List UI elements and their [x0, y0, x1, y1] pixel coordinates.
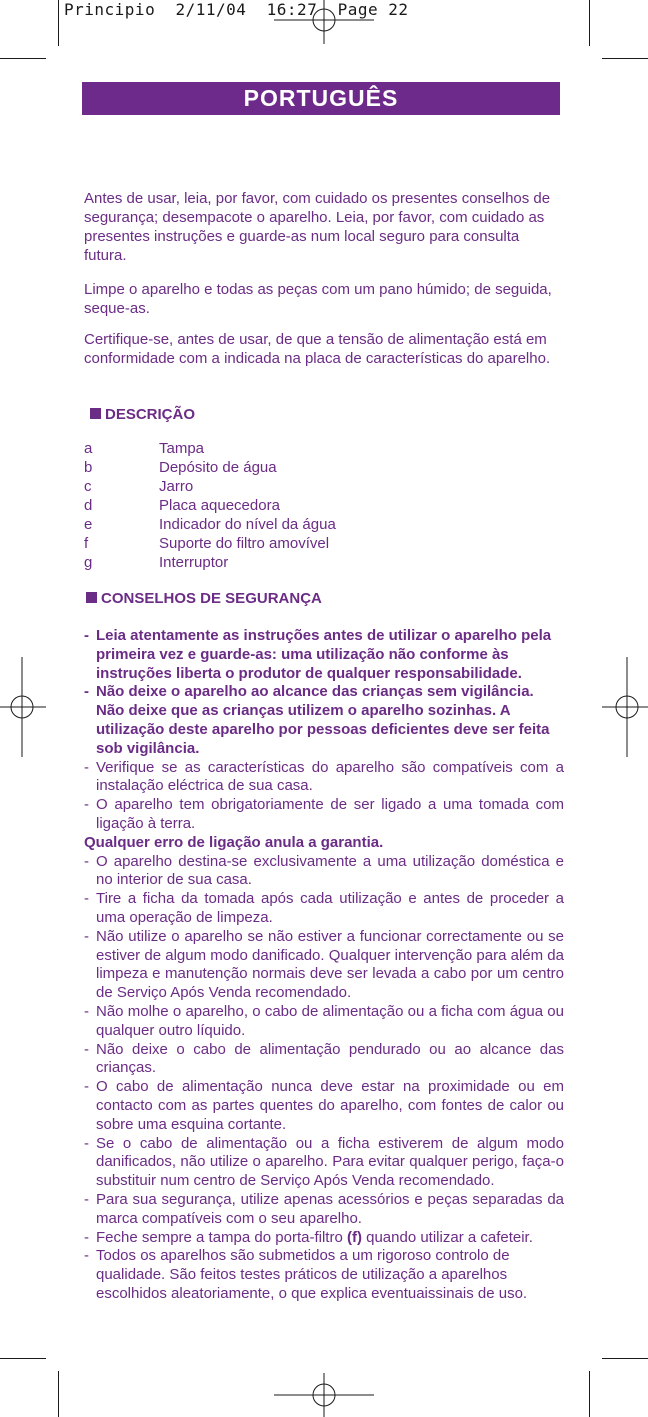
parts-list: [84, 439, 336, 572]
crop-mark-bottom-left-h: [0, 1358, 46, 1359]
list-item: [84, 553, 336, 572]
crop-mark-bottom-left-v: [58, 1371, 59, 1417]
list-item: [84, 683, 564, 758]
rule-text: Feche sempre a tampa do porta-filtro: [96, 1228, 347, 1246]
rule-text: Todos os aparelhos são submetidos a um rigoroso controlo de qualidade. São feitos testes práticos de utilização a aparelhos escolhidos aleatoriamente, o que explica eventuaissinais de uso.: [96, 1247, 528, 1302]
part-label: Interruptor: [159, 554, 229, 571]
safety-rules-list: [84, 627, 564, 1304]
dash: -: [84, 1247, 89, 1265]
list-item: [84, 1135, 564, 1191]
rule-text: Leia atentamente as instruções antes de utilizar o aparelho pela primeira vez e guarde-as: uma utilização não conforme às instruções liberta o produtor de qualquer responsabilidade.: [96, 627, 552, 682]
section-heading-description: [90, 405, 195, 424]
intro-paragraph: Limpe o aparelho e todas as peças com um pano húmido; de seguida, seque-as.: [84, 281, 552, 317]
part-label: Jarro: [159, 478, 194, 495]
part-label: Depósito de água: [159, 459, 277, 476]
section-title: CONSELHOS DE SEGURANÇA: [101, 590, 322, 607]
part-key: e: [84, 516, 93, 533]
dash: -: [84, 1134, 89, 1152]
dash: -: [84, 1190, 89, 1208]
rule-text: Para sua segurança, utilize apenas acessórios e peças separadas da marca compatíveis com o seu aparelho.: [96, 1190, 564, 1227]
dash: -: [84, 1078, 89, 1096]
part-label: Placa aquecedora: [159, 497, 280, 514]
rule-text: quando utilizar a cafeteir.: [361, 1228, 533, 1246]
dash: -: [84, 1228, 89, 1246]
dash: -: [84, 796, 89, 814]
list-item: [84, 1229, 564, 1248]
part-key: c: [84, 478, 92, 495]
part-label: Indicador do nível da água: [159, 516, 336, 533]
bullet-square-icon: [86, 592, 97, 603]
registration-mark-top-icon: [274, 0, 374, 44]
warranty-warning: Qualquer erro de ligação anula a garantia.: [84, 833, 384, 851]
crop-mark-top-right-v: [589, 0, 590, 46]
dash: -: [84, 1040, 89, 1058]
list-item: [84, 1041, 564, 1079]
dash: -: [84, 627, 89, 644]
rule-text: Verifique se as características do aparelho são compatíveis com a instalação eléctrica de sua casa.: [96, 758, 564, 795]
rule-text: Não deixe o aparelho ao alcance das crianças sem vigilância. Não deixe que as crianças utilizem o aparelho sozinhas. A utilização deste aparelho por pessoas deficientes deve ser feita sob vigilância.: [96, 683, 550, 757]
list-item: [84, 890, 564, 928]
list-item: [84, 439, 336, 458]
list-item: [84, 853, 564, 891]
language-banner: PORTUGUÊS: [82, 82, 560, 115]
rule-text: O aparelho destina-se exclusivamente a uma utilização doméstica e no interior de sua casa.: [96, 852, 564, 889]
list-item: [84, 515, 336, 534]
rule-text: Não molhe o aparelho, o cabo de alimentação ou a ficha com água ou qualquer outro líquido.: [96, 1002, 564, 1039]
list-item: [84, 477, 336, 496]
section-title: DESCRIÇÃO: [105, 406, 196, 423]
section-heading-safety: [86, 589, 322, 608]
part-label: Tampa: [159, 440, 205, 457]
list-item: [84, 928, 564, 1003]
dash: -: [84, 1002, 89, 1020]
part-reference: (f): [346, 1228, 362, 1246]
dash: -: [84, 890, 89, 908]
registration-mark-right-icon: [602, 657, 648, 757]
registration-mark-left-icon: [0, 657, 46, 757]
part-key: d: [84, 497, 93, 514]
list-item: [84, 458, 336, 477]
part-label: Suporte do filtro amovível: [159, 535, 330, 552]
list-item: [84, 1078, 564, 1134]
list-item: [84, 1003, 564, 1041]
rule-text: O cabo de alimentação nunca deve estar na proximidade ou em contacto com as partes quentes do aparelho, com fontes de calor ou sobre uma esquina cortante.: [96, 1078, 564, 1133]
list-item: [84, 1247, 564, 1303]
list-item: [84, 534, 336, 553]
list-item: [84, 627, 564, 683]
rule-text: Tire a ficha da tomada após cada utilização e antes de proceder a uma operação de limpeza.: [96, 890, 564, 926]
printer-slug: Principio 2/11/04 16:27 Page 22: [64, 0, 409, 19]
dash: -: [84, 758, 89, 776]
dash: -: [84, 927, 89, 945]
list-item: [84, 759, 564, 797]
list-item: [84, 796, 564, 834]
crop-mark-bottom-right-v: [589, 1371, 590, 1417]
part-key: b: [84, 459, 93, 476]
intro-paragraph: Certifique-se, antes de usar, de que a tensão de alimentação está em conformidade com a indicada na placa de características do aparelho.: [84, 331, 551, 367]
dash: -: [84, 852, 89, 870]
rule-text: Não utilize o aparelho se não estiver a funcionar correctamente ou se estiver de algum modo danificado. Qualquer intervenção para além da limpeza e manutenção normais deve ser levada a cabo por um centro de Serviço Após Venda recomendado.: [96, 927, 564, 1002]
part-key: g: [84, 554, 93, 571]
bullet-square-icon: [90, 408, 101, 419]
registration-mark-bottom-icon: [274, 1373, 374, 1417]
crop-mark-top-left-v: [58, 0, 59, 46]
dash: -: [84, 683, 89, 701]
list-item: [84, 1191, 564, 1229]
crop-mark-top-left-h: [0, 58, 46, 59]
rule-text: Se o cabo de alimentação ou a ficha estiverem de algum modo danificados, não utilize o aparelho. Para evitar qualquer perigo, faça-o substituir num centro de Serviço Após Venda recomendado.: [96, 1134, 564, 1190]
crop-mark-top-right-h: [602, 58, 648, 59]
list-item: [84, 496, 336, 515]
crop-mark-bottom-right-h: [602, 1358, 648, 1359]
rule-text: Não deixe o cabo de alimentação pendurado ou ao alcance das crianças.: [96, 1040, 564, 1077]
part-key: f: [84, 535, 89, 552]
intro-paragraph: Antes de usar, leia, por favor, com cuidado os presentes conselhos de segurança; desempacote o aparelho. Leia, por favor, com cuidado as presentes instruções e guarde-as num local seguro para consulta futura.: [84, 190, 551, 264]
rule-text: O aparelho tem obrigatoriamente de ser ligado a uma tomada com ligação à terra.: [96, 796, 564, 832]
part-key: a: [84, 440, 93, 457]
